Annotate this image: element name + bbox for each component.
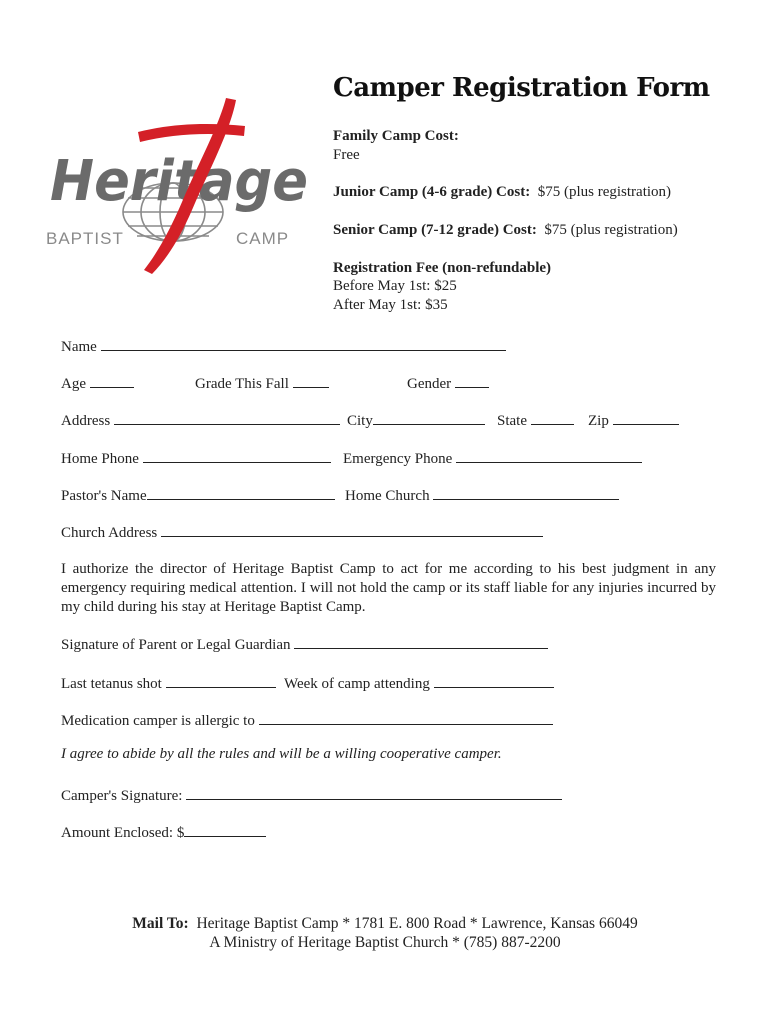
emergency-phone-input-line[interactable] (456, 447, 642, 463)
home-phone-label: Home Phone (61, 451, 139, 467)
address-field (61, 409, 340, 430)
city-field (347, 409, 485, 430)
page-title: Camper Registration Form (333, 73, 710, 103)
pastor-name-field (61, 484, 335, 505)
age-field (61, 372, 134, 393)
tetanus-label: Last tetanus shot (61, 676, 162, 692)
state-field (497, 409, 574, 430)
week-field (284, 672, 554, 693)
authorization-paragraph: I authorize the director of Heritage Baptist Camp to act for me according to his best judgment in any emergency requiring medical attention. I will not hold the camp or its staff liable for any injuries incurred by my child during his stay at Heritage Baptist Camp. (61, 561, 716, 615)
amount-enclosed-field (61, 821, 266, 842)
tetanus-input-line[interactable] (166, 672, 276, 688)
medication-field (61, 709, 553, 730)
guardian-signature-label: Signature of Parent or Legal Guardian (61, 637, 291, 653)
logo-baptist-text: BAPTIST (46, 229, 124, 248)
home-phone-input-line[interactable] (143, 447, 331, 463)
church-address-field (61, 521, 543, 542)
age-input-line[interactable] (90, 372, 134, 388)
gender-input-line[interactable] (455, 372, 489, 388)
family-camp-cost-label: Family Camp Cost: (333, 128, 459, 144)
junior-camp-cost: Junior Camp (4-6 grade) Cost: $75 (plus registration) (333, 184, 672, 200)
city-label: City (347, 413, 373, 429)
grade-input-line[interactable] (293, 372, 329, 388)
name-input-line[interactable] (101, 335, 506, 351)
grade-label: Grade This Fall (195, 376, 289, 392)
week-input-line[interactable] (434, 672, 554, 688)
mail-to-line (0, 915, 770, 933)
amount-enclosed-input-line[interactable] (184, 821, 266, 837)
medication-label: Medication camper is allergic to (61, 713, 255, 729)
senior-camp-cost: Senior Camp (7-12 grade) Cost: $75 (plus registration) (333, 222, 678, 238)
age-label: Age (61, 376, 86, 392)
agreement-statement: I agree to abide by all the rules and will be a willing cooperative camper. (61, 746, 502, 762)
pastor-name-input-line[interactable] (147, 484, 335, 500)
registration-fee-label: Registration Fee (non-refundable) (333, 260, 552, 276)
zip-field (588, 409, 679, 430)
logo-camp-text: CAMP (236, 229, 290, 248)
ministry-line: A Ministry of Heritage Baptist Church * (785) 887-2200 (209, 934, 561, 951)
grade-field (195, 372, 329, 393)
zip-label: Zip (588, 413, 609, 429)
mail-address: Heritage Baptist Camp * 1781 E. 800 Road * Lawrence, Kansas 66049 (196, 915, 638, 932)
address-label: Address (61, 413, 111, 429)
city-input-line[interactable] (373, 409, 485, 425)
church-address-input-line[interactable] (161, 521, 543, 537)
name-label: Name (61, 339, 97, 355)
home-phone-field (61, 447, 331, 468)
registration-fee-after: After May 1st: $35 (333, 297, 448, 313)
gender-label: Gender (407, 376, 452, 392)
heritage-baptist-camp-logo (40, 92, 320, 282)
medication-input-line[interactable] (259, 709, 553, 725)
camper-signature-label: Camper's Signature: (61, 788, 183, 804)
amount-enclosed-label: Amount Enclosed: $ (61, 825, 185, 841)
church-address-label: Church Address (61, 525, 158, 541)
guardian-signature-input-line[interactable] (294, 633, 548, 649)
address-input-line[interactable] (114, 409, 340, 425)
name-field (61, 335, 506, 356)
pastor-name-label: Pastor's Name (61, 488, 147, 504)
family-camp-cost-value: Free (333, 147, 360, 163)
tetanus-field (61, 672, 276, 693)
emergency-phone-label: Emergency Phone (343, 451, 453, 467)
gender-field (407, 372, 489, 393)
guardian-signature-field (61, 633, 548, 654)
home-church-label: Home Church (345, 488, 430, 504)
state-input-line[interactable] (531, 409, 574, 425)
registration-fee-before: Before May 1st: $25 (333, 278, 457, 294)
state-label: State (497, 413, 527, 429)
logo-wordmark: Heritage (50, 149, 308, 214)
home-church-field (345, 484, 619, 505)
camper-signature-field (61, 784, 562, 805)
week-label: Week of camp attending (284, 676, 430, 692)
mail-to-label: Mail To: (132, 915, 189, 932)
camper-signature-input-line[interactable] (186, 784, 562, 800)
zip-input-line[interactable] (613, 409, 679, 425)
home-church-input-line[interactable] (433, 484, 619, 500)
emergency-phone-field (343, 447, 642, 468)
